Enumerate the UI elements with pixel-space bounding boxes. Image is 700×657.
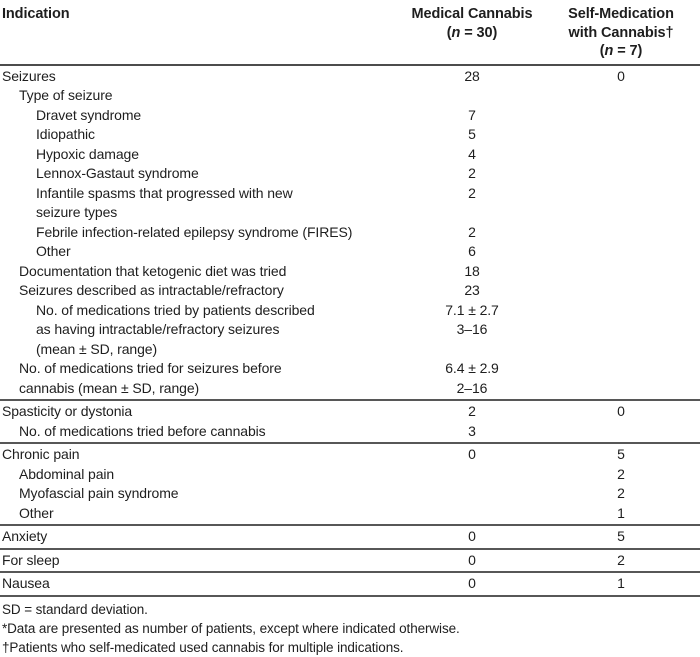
header-self-medication-title1: Self-Medication xyxy=(568,6,674,22)
row-label: Type of seizure xyxy=(19,87,113,103)
table-row xyxy=(0,242,700,262)
table-row xyxy=(0,445,700,465)
row-label: Documentation that ketogenic diet was tried xyxy=(19,262,287,279)
medical-cannabis-value: 3 xyxy=(468,422,476,439)
row-label: Spasticity or dystonia xyxy=(2,403,133,419)
self-medication-value: 1 xyxy=(617,504,625,521)
header-self-medication xyxy=(542,5,700,61)
row-label: Seizures described as intractable/refractory xyxy=(19,282,284,298)
table-footnotes xyxy=(0,597,700,657)
row-label: Other xyxy=(36,243,71,259)
medical-cannabis-value xyxy=(402,504,542,524)
row-label: Chronic pain xyxy=(2,446,80,462)
row-label: No. of medications tried before cannabis xyxy=(19,422,266,439)
header-medical-cannabis-title: Medical Cannabis xyxy=(411,6,533,22)
table-header xyxy=(0,0,700,61)
medical-cannabis-value: 0 xyxy=(468,528,476,544)
medical-cannabis-value: 6 xyxy=(468,243,476,259)
row-label: No. of medications tried for seizures before cannabis (mean ± SD, range) xyxy=(19,360,282,396)
medical-cannabis-value: 0 xyxy=(468,575,476,591)
header-self-medication-title2: with Cannabis† xyxy=(568,24,674,41)
self-medication-value: 0 xyxy=(617,67,625,84)
section-anxiety xyxy=(0,526,700,547)
self-medication-value xyxy=(542,164,700,184)
footnote-sd: SD = standard deviation. xyxy=(2,601,148,617)
table-row xyxy=(0,281,700,301)
header-indication xyxy=(0,5,402,61)
self-medication-value: 5 xyxy=(617,528,625,544)
table-row xyxy=(0,551,700,571)
medical-cannabis-value xyxy=(402,465,542,485)
header-self-medication-n: (n = 7) xyxy=(599,43,643,59)
footnote-asterisk: *Data are presented as number of patients, except where indicated otherwise. xyxy=(2,620,460,636)
self-medication-value xyxy=(542,281,700,301)
self-medication-value xyxy=(542,422,700,442)
header-medical-cannabis xyxy=(402,5,542,61)
row-label: Other xyxy=(19,504,54,521)
self-medication-value xyxy=(542,359,700,398)
medical-cannabis-value: 0 xyxy=(468,446,476,462)
footnote-dagger: †Patients who self-medicated used cannabis for multiple indications. xyxy=(2,639,404,655)
medical-cannabis-value: 2 xyxy=(468,403,476,419)
row-label: Hypoxic damage xyxy=(36,145,139,162)
medical-cannabis-value: 2 xyxy=(468,184,476,201)
section-nausea xyxy=(0,573,700,594)
row-label: Nausea xyxy=(2,575,50,591)
row-label: Infantile spasms that progressed with new seizure types xyxy=(36,184,293,220)
self-medication-value: 0 xyxy=(617,403,625,419)
medical-cannabis-value: 28 xyxy=(464,67,480,84)
row-label: Lennox-Gastaut syndrome xyxy=(36,165,199,181)
table-row xyxy=(0,422,700,442)
table-row xyxy=(0,86,700,106)
self-medication-value: 2 xyxy=(617,465,625,482)
table-row xyxy=(0,184,700,223)
medical-cannabis-value xyxy=(402,86,542,106)
table-row xyxy=(0,145,700,165)
medical-cannabis-value: 7.1 ± 2.7 3–16 xyxy=(445,301,499,337)
self-medication-value: 2 xyxy=(617,551,625,568)
row-label: Seizures xyxy=(2,67,56,84)
self-medication-value: 2 xyxy=(617,485,625,501)
table-row xyxy=(0,223,700,243)
self-medication-value xyxy=(542,223,700,243)
medical-cannabis-value: 18 xyxy=(464,262,480,279)
row-label: Anxiety xyxy=(2,528,48,544)
medical-cannabis-value: 0 xyxy=(468,551,476,568)
table-row xyxy=(0,67,700,87)
table-row xyxy=(0,359,700,398)
self-medication-value xyxy=(542,145,700,165)
row-label: Dravet syndrome xyxy=(36,106,142,123)
table-row xyxy=(0,504,700,524)
medical-cannabis-value: 6.4 ± 2.9 2–16 xyxy=(445,360,499,396)
table-row xyxy=(0,301,700,360)
medical-cannabis-value: 23 xyxy=(464,282,480,298)
row-label: Febrile infection-related epilepsy syndrome (FIRES) xyxy=(36,223,353,240)
self-medication-value xyxy=(542,242,700,262)
row-label: No. of medications tried by patients described as having intractable/refractory seizures (mean ± SD, range) xyxy=(36,301,315,357)
self-medication-value xyxy=(542,125,700,145)
medical-cannabis-value: 2 xyxy=(468,165,476,181)
table-row xyxy=(0,106,700,126)
table-row xyxy=(0,402,700,422)
section-seizures xyxy=(0,66,700,399)
row-label: Idiopathic xyxy=(36,126,95,142)
header-indication-label: Indication xyxy=(2,6,70,22)
self-medication-value xyxy=(542,86,700,106)
self-medication-value xyxy=(542,184,700,223)
section-spasticity xyxy=(0,401,700,441)
table-row xyxy=(0,164,700,184)
section-sleep xyxy=(0,550,700,571)
row-label: Abdominal pain xyxy=(19,465,115,482)
row-label: Myofascial pain syndrome xyxy=(19,485,179,501)
table-row xyxy=(0,262,700,282)
self-medication-value xyxy=(542,262,700,282)
self-medication-value xyxy=(542,301,700,360)
table-row xyxy=(0,465,700,485)
section-chronic-pain xyxy=(0,444,700,523)
row-label: For sleep xyxy=(2,551,60,568)
self-medication-value xyxy=(542,106,700,126)
self-medication-value: 1 xyxy=(617,575,625,591)
medical-cannabis-value xyxy=(402,484,542,504)
table-row xyxy=(0,484,700,504)
medical-cannabis-value: 2 xyxy=(468,223,476,240)
medical-cannabis-value: 5 xyxy=(468,126,476,142)
medical-cannabis-value: 4 xyxy=(468,145,476,162)
medical-cannabis-value: 7 xyxy=(468,106,476,123)
table-row xyxy=(0,574,700,594)
table-row xyxy=(0,527,700,547)
header-medical-cannabis-n: (n = 30) xyxy=(446,24,498,41)
table-row xyxy=(0,125,700,145)
self-medication-value: 5 xyxy=(617,446,625,462)
